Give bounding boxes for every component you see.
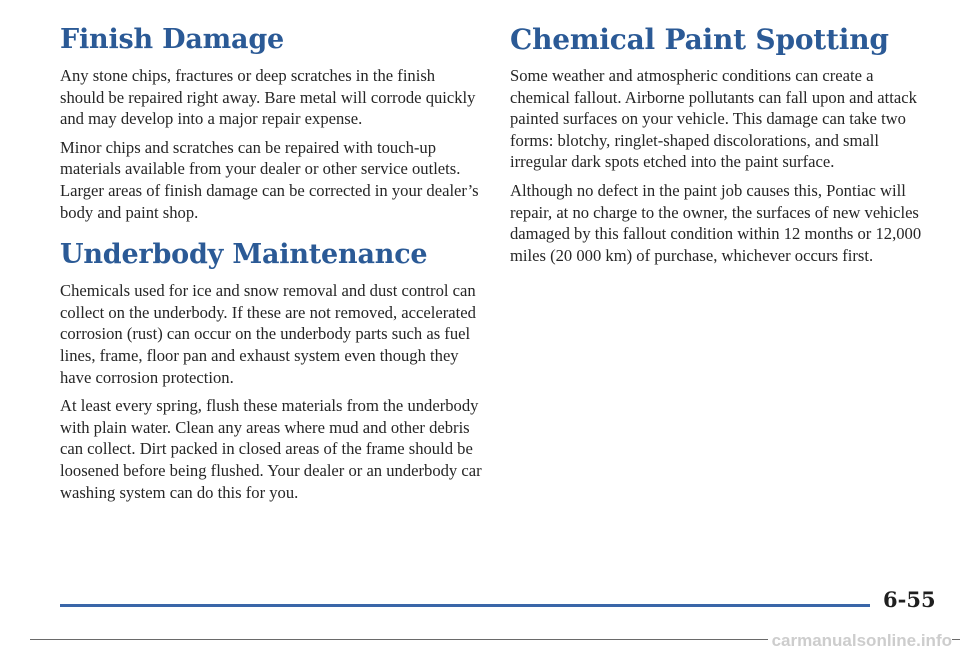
finish-damage-paragraph-2: Minor chips and scratches can be repaired with touch-up materials available from your dealer or other service outlets. Larger areas of finish damage can be corrected in your dealer’s body and paint shop. — [60, 137, 479, 222]
chemical-paint-spotting-paragraph-1: Some weather and atmospheric conditions can create a chemical fallout. Airborne pollutants can fall upon and attack painted surfaces on your vehicle. This damage can take two forms: blotchy, ringlet-shaped discolorations, and small irregular dark spots etched into the paint surface. — [510, 66, 917, 172]
chemical-paint-spotting-paragraph-2: Although no defect in the paint job causes this, Pontiac will repair, at no charge to the owner, the surfaces of new vehicles damaged by this fallout condition within 12 months or 12,000 miles (20 000 km) of purchase, whichever occurs first. — [510, 180, 922, 265]
finish-damage-heading: Finish Damage — [60, 24, 284, 55]
underbody-maintenance-paragraph-1: Chemicals used for ice and snow removal and dust control can collect on the underbody. If these are not removed, accelerated corrosion (rust) can occur on the underbody parts such as fuel lines, frame, floor pan and exhaust system even though they have corrosion protection. — [60, 281, 476, 387]
page-number: 6-55 — [883, 587, 936, 612]
finish-damage-paragraph-1: Any stone chips, fractures or deep scratches in the finish should be repaired right away. Bare metal will corrode quickly and may develop into a major repair expense. — [60, 66, 476, 129]
footer-rule — [60, 604, 870, 607]
right-column — [510, 22, 930, 266]
underbody-maintenance-paragraph-2: At least every spring, flush these materials from the underbody with plain water. Clean any areas where mud and other debris can collect. Dirt packed in closed areas of the frame should be loosened before being flushed. Your dealer or an underbody car washing system can do this for you. — [60, 396, 482, 502]
underbody-maintenance-heading: Underbody Maintenance — [60, 239, 428, 271]
watermark: carmanualsonline.info — [768, 631, 952, 650]
chemical-paint-spotting-heading: Chemical Paint Spotting — [510, 23, 889, 56]
left-column — [60, 22, 482, 503]
